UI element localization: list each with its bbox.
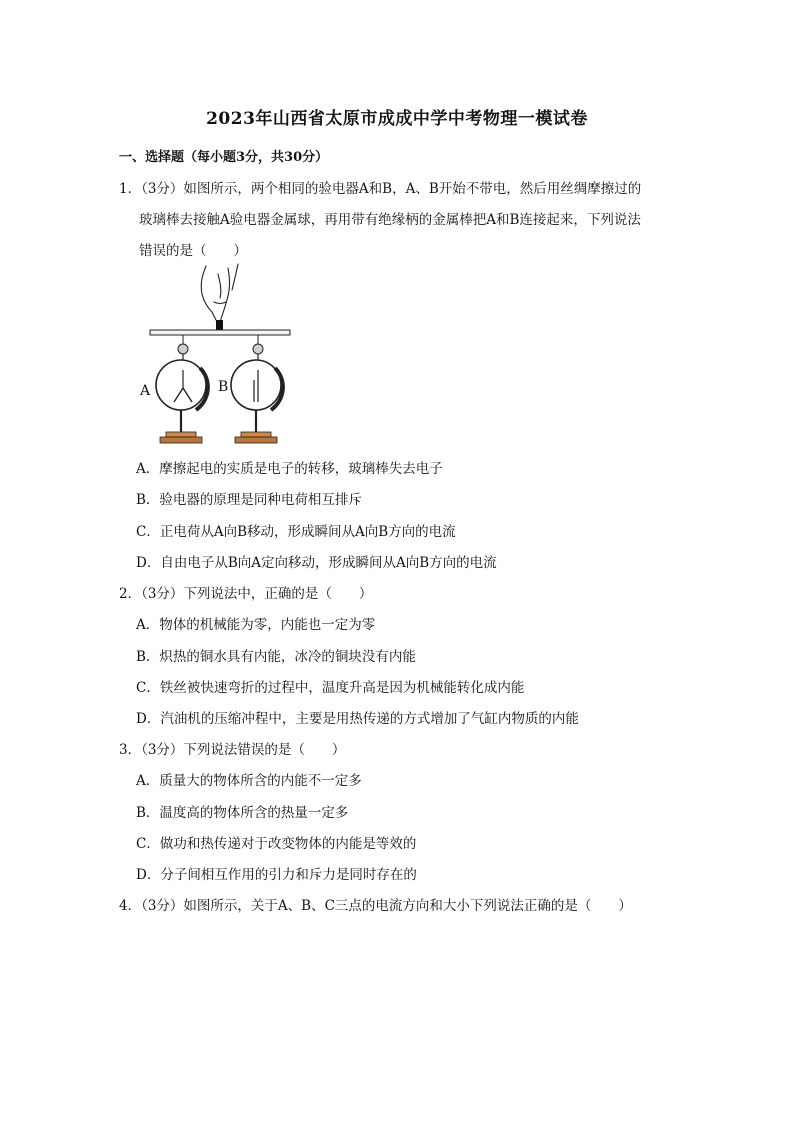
question-3-option-a: A．质量大的物体所含的内能不一定多 [136,773,362,789]
section-title: 一、选择题（每小题3分，共30分） [119,150,329,165]
question-1-line-2: 玻璃棒去接触A验电器金属球，再用带有绝缘柄的金属棒把A和B连接起来，下列说法 [139,212,641,228]
metal-rod [150,330,290,335]
electroscope-b [231,335,283,443]
question-4-line-1: 4．（3分）如图所示，关于A、B、C三点的电流方向和大小下列说法正确的是（ ） [119,898,632,914]
question-2-option-d: D．汽油机的压缩冲程中，主要是用热传递的方式增加了气缸内物质的内能 [136,711,579,727]
question-1-line-3: 错误的是（ ） [139,243,247,259]
question-3-option-c: C．做功和热传递对于改变物体的内能是等效的 [136,836,417,852]
question-1-line-1: 1．（3分）如图所示，两个相同的验电器A和B，A、B开始不带电，然后用丝绸摩擦过的 [119,181,642,197]
question-2-option-b: B．炽热的铜水具有内能，冰冷的铜块没有内能 [136,649,416,665]
question-2-option-c: C．铁丝被快速弯折的过程中，温度升高是因为机械能转化成内能 [136,680,525,696]
page-title: 2023年山西省太原市成成中学中考物理一模试卷 [206,109,588,129]
question-2-option-a: A．物体的机械能为零，内能也一定为零 [136,617,376,633]
question-1-option-b: B．验电器的原理是同种电荷相互排斥 [136,492,362,508]
label-a: A [140,383,151,399]
question-3-line-1: 3．（3分）下列说法错误的是（ ） [119,742,346,758]
question-3-option-b: B．温度高的物体所含的热量一定多 [136,805,349,821]
question-1-option-d: D．自由电子从B向A定向移动，形成瞬间从A向B方向的电流 [136,555,497,571]
label-b: B [218,379,229,395]
electroscope-figure [138,262,298,448]
question-1-option-c: C．正电荷从A向B移动，形成瞬间从A向B方向的电流 [136,524,456,540]
question-2-line-1: 2．（3分）下列说法中，正确的是（ ） [119,586,373,602]
question-1-option-a: A．摩擦起电的实质是电子的转移，玻璃棒失去电子 [136,461,443,477]
electroscope-a [156,335,208,443]
question-3-option-d: D．分子间相互作用的引力和斥力是同时存在的 [136,867,417,883]
hand-illustration [201,264,238,322]
